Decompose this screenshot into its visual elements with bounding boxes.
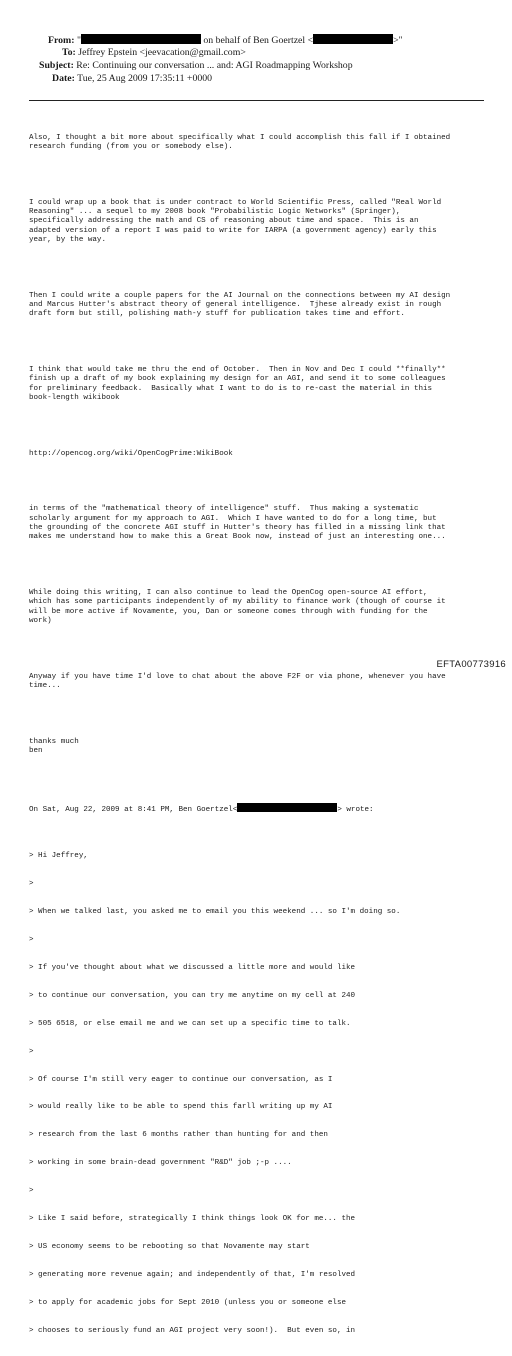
- date-label: Date:: [52, 73, 75, 84]
- body-line: I could wrap up a book that is under contract to World Scientific Press, called "Real World: [29, 198, 442, 207]
- quoted-message: [29, 834, 499, 1355]
- signature: [29, 738, 499, 757]
- quote-line: > Like I said before, strategically I think things look OK for me... the: [29, 1215, 356, 1224]
- body-line: adapted version of a report I was paid to write for IARPA (a government agency) early this: [29, 226, 437, 235]
- subject-label: Subject:: [39, 60, 74, 71]
- body-line: scholarly argument for my approach to AGI. Which I have wanted to do for a long time, but: [29, 514, 437, 523]
- body-line: Then I could write a couple papers for the AI Journal on the connections between my AI design: [29, 291, 451, 300]
- from-quote-open: ": [76, 35, 81, 46]
- quote-line: >: [29, 880, 34, 889]
- to-row: [62, 47, 246, 59]
- bates-number: EFTA00773916: [436, 659, 506, 670]
- quote-line: > When we talked last, you asked me to email you this weekend ... so I'm doing so.: [29, 908, 401, 917]
- date-value: Tue, 25 Aug 2009 17:35:11 +0000: [77, 73, 213, 84]
- subject-row: [39, 60, 353, 72]
- to-value: Jeffrey Epstein <jeevacation@gmail.com>: [78, 47, 246, 58]
- quote-line: > If you've thought about what we discussed a little more and would like: [29, 964, 356, 973]
- body-line: While doing this writing, I can also continue to lead the OpenCog open-source AI effort,: [29, 589, 428, 598]
- from-sender-text: on behalf of Ben Goertzel <: [203, 35, 314, 46]
- body-line: Also, I thought a bit more about specifically what I could accomplish this fall if I obtained: [29, 133, 451, 142]
- from-label: From:: [48, 35, 75, 46]
- quote-line: >: [29, 1187, 34, 1196]
- body-line: specifically addressing the math and CS of reasoning about time and space. This is an: [29, 217, 419, 226]
- body-line: I think that would take me thru the end of October. Then in Nov and Dec I could **finally**: [29, 366, 446, 375]
- paragraph: [29, 589, 499, 626]
- quote-line: > US economy seems to be rebooting so that Novamente may start: [29, 1242, 310, 1251]
- body-line: ben: [29, 747, 43, 756]
- quote-intro-text: > wrote:: [337, 805, 374, 814]
- quote-line: > Of course I'm still very eager to continue our conversation, as I: [29, 1075, 333, 1084]
- from-quote-close: >": [393, 35, 403, 46]
- to-label: To:: [62, 47, 76, 58]
- quote-line: > to apply for academic jobs for Sept 2010 (unless you or someone else: [29, 1298, 347, 1307]
- quote-line: > generating more revenue again; and independently of that, I'm resolved: [29, 1270, 356, 1279]
- body-line: Reasoning" ... a sequel to my 2008 book "Probabilistic Logic Networks" (Springer),: [29, 207, 401, 216]
- email-body: [29, 115, 499, 1356]
- body-line: thanks much: [29, 737, 79, 746]
- quote-line: >: [29, 936, 34, 945]
- paragraph: [29, 199, 499, 245]
- wikibook-url[interactable]: http://opencog.org/wiki/OpenCogPrime:WikiBook: [29, 449, 233, 458]
- body-line: year, by the way.: [29, 235, 106, 244]
- paragraph: [29, 134, 499, 153]
- quote-line: >: [29, 1047, 34, 1056]
- quote-line: > to continue our conversation, you can try me anytime on my cell at 240: [29, 991, 356, 1000]
- quote-line: > Hi Jeffrey,: [29, 852, 88, 861]
- body-line: the grounding of the concrete AGI stuff in Hutter's theory has filled in a missing link that: [29, 524, 446, 533]
- quote-intro: [29, 803, 499, 815]
- body-line: will be more active if Novamente, you, Dan or someone comes through with funding for the: [29, 607, 428, 616]
- quote-line: > working in some brain-dead government "R&D" job ;-p ....: [29, 1159, 292, 1168]
- paragraph: [29, 366, 499, 403]
- body-line: finish up a draft of my book explaining my design for an AGI, and send it to some colleagues: [29, 375, 446, 384]
- header-divider: [29, 100, 484, 101]
- body-line: Anyway if you have time I'd love to chat about the above F2F or via phone, whenever you have: [29, 672, 446, 681]
- redaction-box: [313, 34, 393, 44]
- date-row: [52, 73, 212, 85]
- quote-line: > research from the last 6 months rather than hunting for and then: [29, 1131, 328, 1140]
- from-row: [48, 34, 403, 47]
- paragraph: [29, 505, 499, 542]
- body-line: and Marcus Hutter's abstract theory of general intelligence. Tjhese already exist in rough: [29, 300, 442, 309]
- quote-intro-text: On Sat, Aug 22, 2009 at 8:41 PM, Ben Goertzel<: [29, 805, 238, 814]
- subject-value: Re: Continuing our conversation ... and: AGI Roadmapping Workshop: [76, 60, 353, 71]
- body-line: for preliminary feedback. Basically what I want to do is to re-cast the material in this: [29, 384, 433, 393]
- paragraph: [29, 292, 499, 320]
- redaction-box: [237, 803, 337, 812]
- body-line: book-length wikibook: [29, 393, 120, 402]
- body-line: work): [29, 617, 52, 626]
- body-line: makes me understand how to make this a Great Book now, instead of just an interesting one...: [29, 533, 446, 542]
- body-line: draft form but still, polishing math-y stuff for publication takes time and effort.: [29, 310, 405, 319]
- quote-line: > chooses to seriously fund an AGI project very soon!). But even so, in: [29, 1326, 356, 1335]
- redaction-box: [81, 34, 201, 44]
- quote-line: > would really like to be able to spend this farll writing up my AI: [29, 1103, 333, 1112]
- email-header: [0, 0, 512, 100]
- paragraph: [29, 450, 499, 459]
- body-line: in terms of the "mathematical theory of intelligence" stuff. Thus making a systematic: [29, 505, 419, 514]
- paragraph: [29, 673, 499, 692]
- body-line: time...: [29, 682, 61, 691]
- body-line: research funding (from you or somebody else).: [29, 142, 233, 151]
- body-line: which has some participants independently of my ability to finance work (though of course it: [29, 598, 446, 607]
- quote-line: > 505 6518, or else email me and we can set up a specific time to talk.: [29, 1019, 351, 1028]
